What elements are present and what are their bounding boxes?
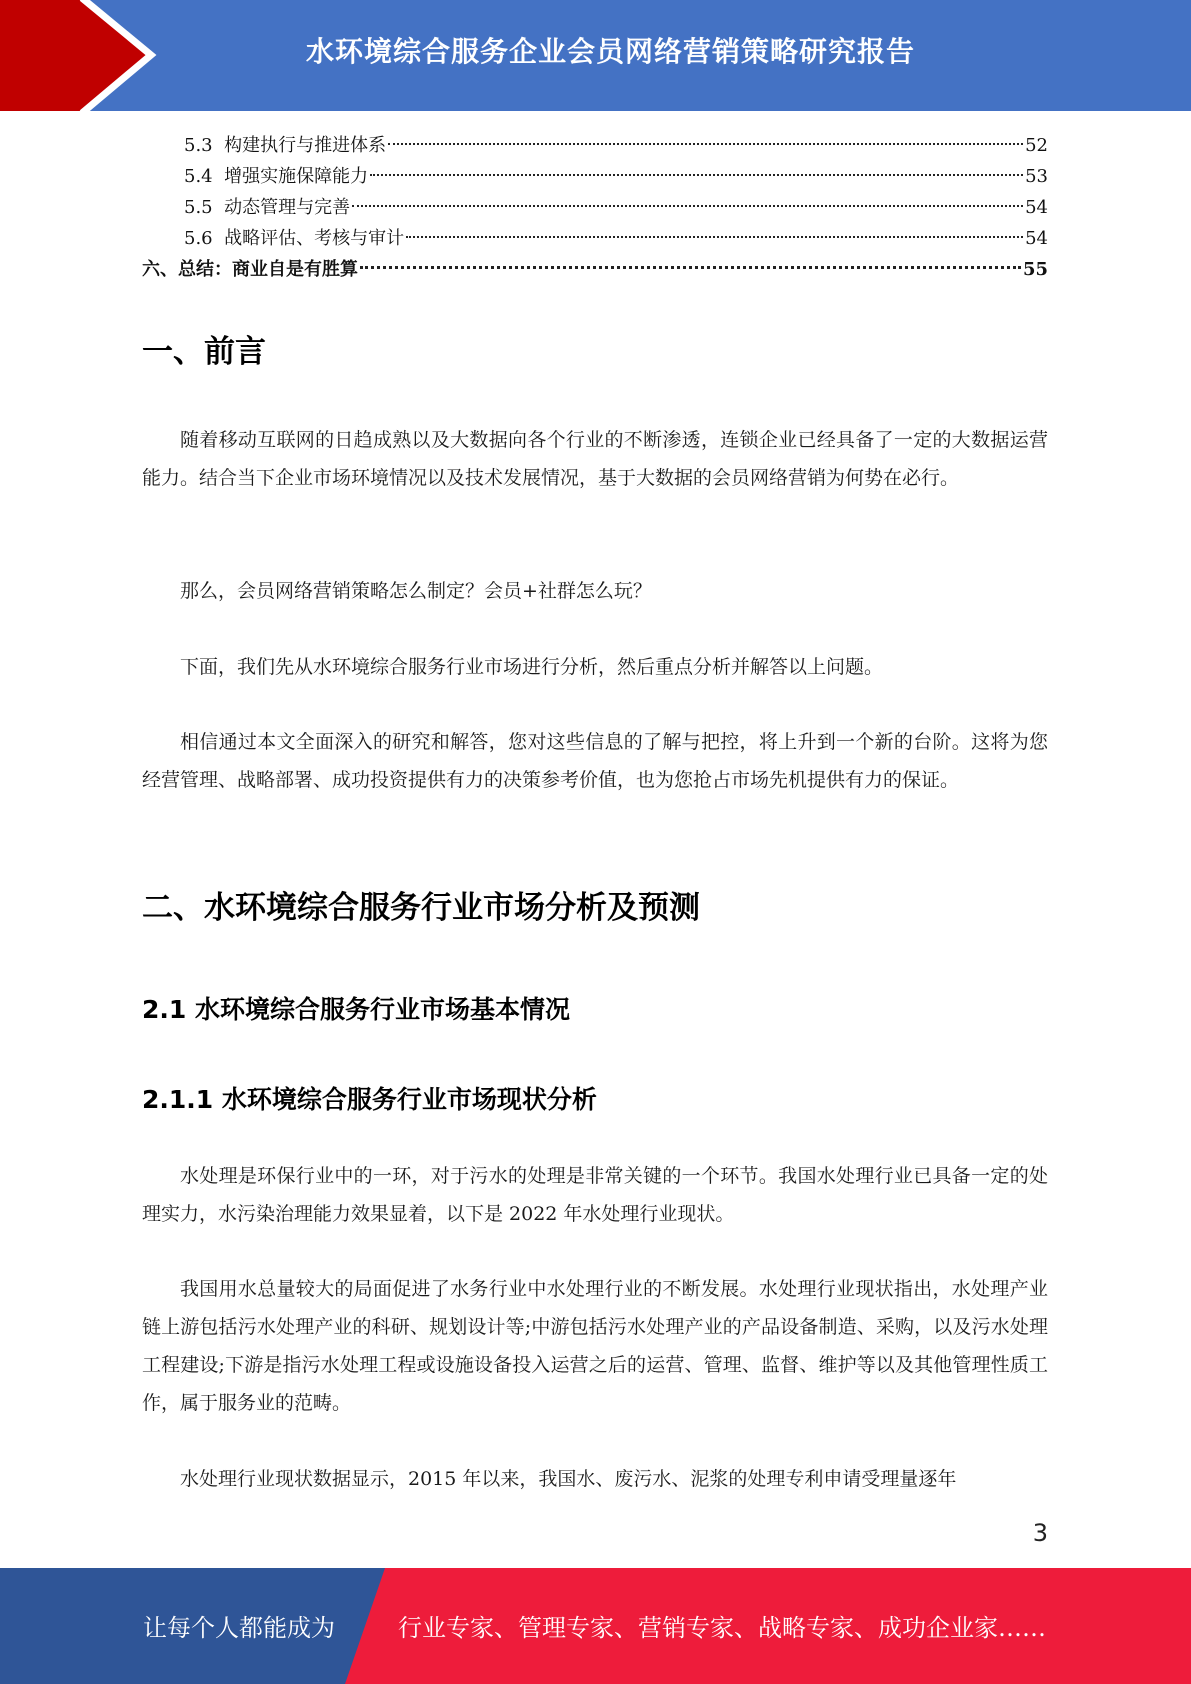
footer-slogan-right: 行业专家、管理专家、营销专家、战略专家、成功企业家…… (398, 1614, 1046, 1642)
subsection-heading: 2.1.1 水环境综合服务行业市场现状分析 (142, 1085, 597, 1114)
toc-leader-dots (406, 236, 1023, 238)
toc-entry[interactable] (142, 130, 1048, 161)
toc-entry[interactable] (142, 254, 1048, 285)
toc-page: 54 (1025, 228, 1048, 249)
paragraph: 水处理行业现状数据显示，2015 年以来，我国水、废污水、泥浆的处理专利申请受理量逐年 (180, 1468, 957, 1490)
report-title: 水环境综合服务企业会员网络营销策略研究报告 (305, 35, 915, 68)
toc-number: 5.6 (184, 228, 213, 249)
paragraph: 那么，会员网络营销策略怎么制定？会员+社群怎么玩？ (180, 580, 652, 602)
paragraph: 我国用水总量较大的局面促进了水务行业中水处理行业的不断发展。水处理行业现状指出，水处理产业链上游包括污水处理产业的科研、规划设计等;中游包括污水处理产业的产品设备制造、采购，以及污水处理工程建设;下游是指污水处理工程或设施设备投入运营之后的运营、管理、监督、维护等以及其他管理性质工作，属于服务业的范畴。 (142, 1278, 1048, 1414)
toc-page: 53 (1025, 166, 1048, 187)
toc-page: 52 (1025, 135, 1048, 156)
toc-number: 5.4 (184, 166, 213, 187)
toc-label: 动态管理与完善 (224, 197, 351, 218)
toc-entry[interactable] (142, 161, 1048, 192)
toc-number: 5.3 (184, 135, 213, 156)
table-of-contents (142, 130, 1048, 285)
toc-label: 战略评估、考核与审计 (224, 228, 405, 249)
paragraph: 水处理是环保行业中的一环，对于污水的处理是非常关键的一个环节。我国水处理行业已具备一定的处理实力，水污染治理能力效果显着，以下是 2022 年水处理行业现状。 (142, 1165, 1048, 1225)
subsection-heading: 2.1 水环境综合服务行业市场基本情况 (142, 995, 570, 1024)
toc-label: 六、总结：商业自是有胜算 (142, 259, 358, 280)
toc-entry[interactable] (142, 223, 1048, 254)
toc-label: 构建执行与推进体系 (224, 135, 387, 156)
toc-label: 增强实施保障能力 (224, 166, 369, 187)
toc-leader-dots (370, 174, 1023, 176)
section-heading: 一、前言 (142, 334, 266, 370)
section-heading: 二、水环境综合服务行业市场分析及预测 (142, 890, 700, 926)
toc-page: 54 (1025, 197, 1048, 218)
toc-page: 55 (1022, 259, 1048, 280)
toc-leader-dots (360, 266, 1021, 269)
toc-entry[interactable] (142, 192, 1048, 223)
paragraph: 下面，我们先从水环境综合服务行业市场进行分析，然后重点分析并解答以上问题。 (180, 656, 884, 678)
page-header (0, 0, 1191, 111)
paragraph: 随着移动互联网的日趋成熟以及大数据向各个行业的不断渗透，连锁企业已经具备了一定的大数据运营能力。结合当下企业市场环境情况以及技术发展情况，基于大数据的会员网络营销为何势在必行。 (142, 429, 1048, 489)
toc-leader-dots (388, 143, 1023, 145)
toc-leader-dots (352, 205, 1023, 207)
paragraph: 相信通过本文全面深入的研究和解答，您对这些信息的了解与把控，将上升到一个新的台阶。这将为您经营管理、战略部署、成功投资提供有力的决策参考价值，也为您抢占市场先机提供有力的保证。 (142, 731, 1048, 791)
page-footer (0, 1568, 1191, 1684)
toc-number: 5.5 (184, 197, 213, 218)
footer-slogan-left: 让每个人都能成为 (143, 1614, 335, 1642)
page-number: 3 (1032, 1519, 1048, 1547)
